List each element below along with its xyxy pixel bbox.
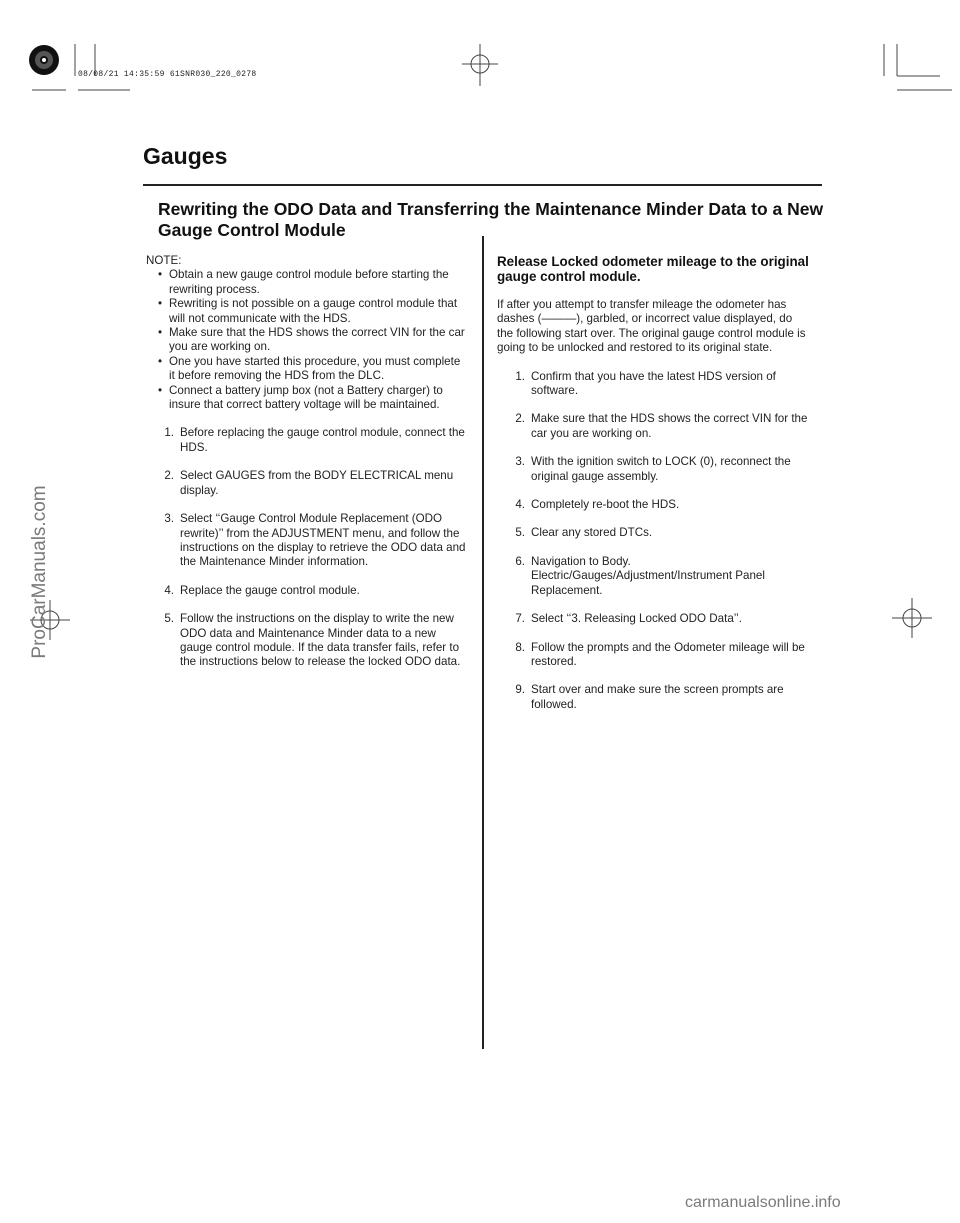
step-text: Make sure that the HDS shows the correct VIN for the car you are working on. (531, 412, 808, 440)
step-number: 7. (515, 612, 525, 626)
step-number: 8. (515, 640, 525, 654)
step-item (146, 584, 468, 598)
step-number: 2. (515, 412, 525, 426)
step-text: Select ‘‘Gauge Control Module Replacement (ODO rewrite)’’ from the ADJUSTMENT menu, and follow the instructions on the display to retrieve the ODO data and the Maintenance Minder information. (180, 512, 466, 569)
step-text: Select GAUGES from the BODY ELECTRICAL menu display. (180, 469, 454, 497)
step-item (146, 612, 468, 670)
step-number: 4. (164, 583, 174, 597)
step-number: 5. (164, 612, 174, 626)
note-item: • Make sure that the HDS shows the correct VIN for the car you are working on. (146, 326, 468, 355)
release-heading: Release Locked odometer mileage to the original gauge control module. (497, 254, 809, 284)
step-item (146, 469, 468, 498)
main-heading: Rewriting the ODO Data and Transferring the Maintenance Minder Data to a New Gauge Control Module (158, 199, 824, 240)
step-number: 4. (515, 498, 525, 512)
print-timestamp: 08/08/21 14:35:59 61SNR030_220_0278 (78, 70, 257, 79)
step-number: 1. (164, 426, 174, 440)
step-text: With the ignition switch to LOCK (0), reconnect the original gauge assembly. (531, 455, 791, 483)
step-item (497, 683, 811, 712)
step-text: Clear any stored DTCs. (531, 526, 653, 540)
step-text: Before replacing the gauge control module, connect the HDS. (180, 426, 465, 454)
step-number: 1. (515, 369, 525, 383)
right-column (497, 298, 811, 726)
step-text: Replace the gauge control module. (180, 583, 360, 597)
crop-mark-top-right (860, 40, 960, 100)
step-number: 2. (164, 469, 174, 483)
section-title: Gauges (143, 143, 228, 169)
step-item (497, 412, 811, 441)
crosshair-mark-right (892, 598, 932, 638)
side-watermark-text: ProCarManuals.com (29, 485, 50, 659)
step-text: Select ‘‘3. Releasing Locked ODO Data’’. (531, 612, 742, 626)
step-text: Confirm that you have the latest HDS version of software. (531, 369, 776, 398)
crop-mark-top-left (20, 0, 130, 100)
step-text: Follow the prompts and the Odometer mileage will be restored. (531, 640, 805, 668)
step-number: 9. (515, 683, 525, 697)
note-item: • Obtain a new gauge control module before starting the rewriting process. (146, 268, 468, 297)
release-intro: If after you attempt to transfer mileage the odometer has dashes (———), garbled, or incorrect value displayed, do the following start over. The original gauge control module is going to be unlocked and restored to its original state. (497, 298, 806, 355)
step-item (497, 370, 811, 399)
step-text: Navigation to Body. Electric/Gauges/Adjustment/Instrument Panel Replacement. (531, 554, 765, 597)
step-item (497, 555, 811, 598)
note-label: NOTE: (146, 254, 182, 267)
replacement-steps (146, 426, 468, 669)
step-item (497, 612, 811, 626)
step-item (146, 426, 468, 455)
crosshair-mark-top (462, 44, 498, 86)
left-column (146, 254, 468, 684)
step-text: Completely re-boot the HDS. (531, 498, 680, 512)
step-item (497, 455, 811, 484)
step-item (497, 498, 811, 512)
note-item: • Connect a battery jump box (not a Battery charger) to insure that correct battery voltage will be maintained. (146, 384, 468, 413)
step-item (497, 526, 811, 540)
note-item: • Rewriting is not possible on a gauge control module that will not communicate with the HDS. (146, 297, 468, 326)
note-item: • One you have started this procedure, you must complete it before removing the HDS from the DLC. (146, 355, 468, 384)
step-number: 6. (515, 554, 525, 568)
column-divider (482, 236, 484, 1049)
step-text: Follow the instructions on the display to write the new ODO data and Maintenance Minder data to a new gauge control module. If the data transfer fails, refer to the instructions below to release the locked ODO data. (180, 612, 461, 669)
step-number: 3. (515, 455, 525, 469)
step-text: Start over and make sure the screen prompts are followed. (531, 683, 784, 711)
step-number: 3. (164, 512, 174, 526)
step-number: 5. (515, 526, 525, 540)
side-watermark (20, 452, 60, 692)
step-item (146, 512, 468, 570)
bottom-watermark[interactable]: carmanualsonline.info (685, 1194, 841, 1211)
title-rule (143, 184, 822, 186)
step-item (497, 641, 811, 670)
